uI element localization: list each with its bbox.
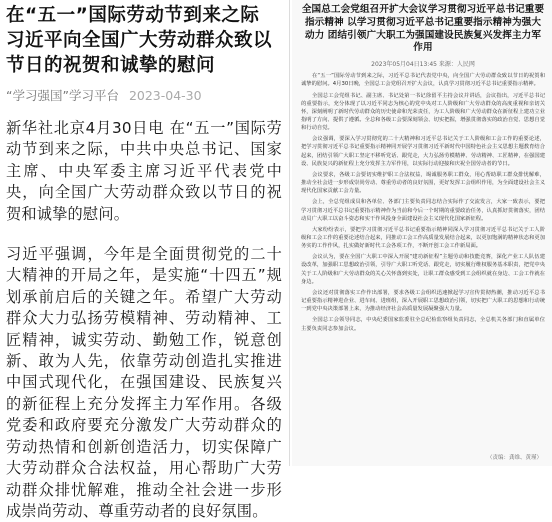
news-paragraph: 会议要求，各级工会要切实维护职工合法权益，竭诚服务职工群众，用心帮助职工群众排忧解难，推动全社会进一步形成崇尚劳动、尊重劳动者的良好氛围，更好发挥工会组织作用，为全面建设社会主义现代化国家贡献工会力量。 <box>301 171 545 195</box>
article-source[interactable]: “学习强国”学习平台 <box>6 88 119 103</box>
article-headline: 在“五一”国际劳动节到来之际 习近平向全国广大劳动群众致以节日的祝贺和诚挚的慰问 <box>6 5 273 76</box>
news-paragraph: 会议认为，要在全国广大职工中深入开展“建功新征程”主题劳动和技能竞赛，深化产业工人队伍建设改革，加强职工思想政治引领，引导广大职工听党话、跟党走，切实履行维权服务基本职责，把党中央关于工人阶级和广大劳动群众的关心关怀落到实处，让职工群众感受到工会组织就在身边、工会工作就在身边。 <box>301 254 545 285</box>
news-byline: 2023年05月04日13:45 来源：人民网 <box>371 61 475 69</box>
panel-divider <box>289 0 290 466</box>
news-paragraph: 会议还对贯彻落实工作作出部署，要求各级工会组织迅速掀起学习宣传贯彻热潮，推动习近平总书记重要指示精神进企业、进车间、进班组，深入开展职工思想政治引领，切实把广大职工的思想和行动统一到党中央决策部署上来，为推动经济社会高质量发展凝聚强大力量。 <box>301 289 545 313</box>
article-meta <box>6 88 282 104</box>
news-paragraph: 大家纷纷表示，要把学习贯彻习近平总书记重要指示精神同深入学习贯彻习近平总书记关于工人阶级和工会工作的重要论述结合起来，同推动工会工作高质量发展结合起来，以更加饱满的精神状态和更加务实的工作作风，扎实做好新时代工会各项工作，不断开创工会工作新局面。 <box>301 226 545 250</box>
article-date: 2023-04-30 <box>128 88 202 103</box>
news-editor-footer: （责编：龚维、黄瑾） <box>486 455 542 461</box>
news-title: 全国总工会党组召开扩大会议学习贯彻习近平总书记重要指示精神 以学习贯彻习近平总书记重要指示精神为强大动力 团结引领广大职工为强国建设民族复兴发挥主力军作用 <box>301 4 545 54</box>
article-paragraph: 新华社北京4月30日电 在“五一”国际劳动节到来之际，中共中央总书记、国家主席、中央军委主席习近平代表党中央，向全国广大劳动群众致以节日的祝贺和诚挚的慰问。 <box>6 119 282 223</box>
news-paragraph: 会上，全总党组成员和各单位、各部门主要负责同志结合实际作了交流发言，大家一致表示，要把学习贯彻习近平总书记重要指示精神作为当前和今后一个时期的重要政治任务，认真抓好贯彻落实，团结动员广大职工以奋斗姿态和实干作风投身全面建设社会主义现代化国家新征程。 <box>301 199 545 222</box>
article-panel-right <box>292 0 552 466</box>
news-paragraph: 在“五一”国际劳动节到来之际，习近平总书记代表党中央，向全国广大劳动群众致以节日的祝贺和诚挚的慰问。4月30日晚，全国总工会党组召开扩大会议，认真学习贯彻习近平总书记重要指示精神。 <box>301 73 545 88</box>
news-paragraph: 全国总工会领导同志，中央纪委国家监委驻全总纪检监察组负责同志，全总机关各部门和直属单位主要负责同志参加会议。 <box>301 317 545 332</box>
article-paragraph: 习近平强调，今年是全面贯彻党的二十大精神的开局之年，是实施“十四五”规划承前启后的关键之年。希望广大劳动群众大力弘扬劳模精神、劳动精神、工匠精神，诚实劳动、勤勉工作，锐意创新、敢为人先，依靠劳动创造扎实推进中国式现代化，在强国建设、民族复兴的新征程上充分发挥主力军作用。各级党委和政府要充分激发广大劳动群众的劳动热情和创新创造活力，切实保障广大劳动群众合法权益，用心帮助广大劳动群众排忧解难，推动全社会进一步形成崇尚劳动、尊重劳动者的良好氛围。 <box>6 245 282 520</box>
news-paragraph: 会议强调，要深入学习贯彻党的二十大精神和习近平总书记关于工人阶级和工会工作的重要论述，把学习贯彻习近平总书记重要指示精神同开展学习贯彻习近平新时代中国特色社会主义思想主题教育结合起来，团结引领广大职工坚定不移听党话、跟党走，大力弘扬劳模精神、劳动精神、工匠精神，在强国建设、民族复兴的新征程上充分发挥主力军作用，以实际行动迎接和庆祝全国劳动者的节日。 <box>301 136 545 167</box>
news-paragraph: 全国总工会党组书记、副主席、书记处第一书记徐留平主持会议并讲话，会议指出，习近平总书记的重要指示，充分体现了以习近平同志为核心的党中央对工人阶级和广大劳动群众的高度重视和亲切关怀，深刻阐明了新时代劳动群众的历史使命和光荣责任，为工人阶级和广大劳动群众在新征程上建功立业指明了方向、提供了遵循。全总和各级工会要深刻领会、切实把握，增强贯彻落实的政治自觉、思想自觉和行动自觉。 <box>301 92 545 132</box>
